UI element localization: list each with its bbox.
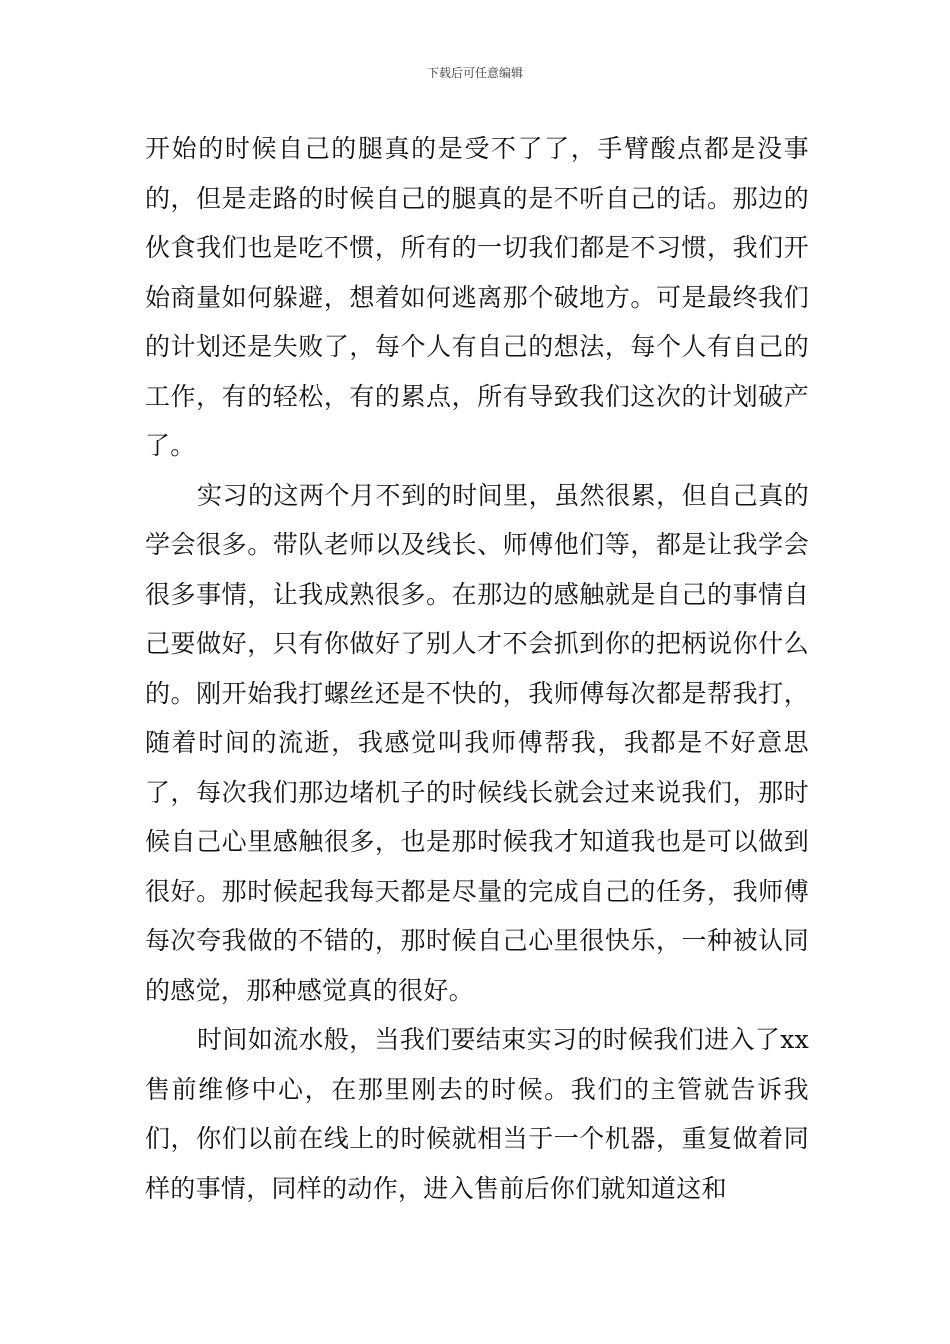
paragraph-3: 时间如流水般，当我们要结束实习的时候我们进入了xx售前维修中心，在那里刚去的时候。我们的主管就告诉我们，你们以前在线上的时候就相当于一个机器，重复做着同样的事情，同样的动作，进入售前后你们就知道这和 [145, 1025, 809, 1203]
paragraph-2: 实习的这两个月不到的时间里，虽然很累，但自己真的学会很多。带队老师以及线长、师傅他们等，都是让我学会很多事情，让我成熟很多。在那边的感触就是自己的事情自己要做好，只有你做好了别人才不会抓到你的把柄说你什么的。刚开始我打螺丝还是不快的，我师傅每次都是帮我打，随着时间的流逝，我感觉叫我师傅帮我，我都是不好意思了，每次我们那边堵机子的时候线长就会过来说我们，那时候自己心里感触很多，也是那时候我才知道我也是可以做到很好。那时候起我每天都是尽量的完成自己的任务，我师傅每次夸我做的不错的，那时候自己心里很快乐，一种被认同的感觉，那种感觉真的很好。 [145, 480, 809, 1005]
header-note: 下载后可任意编辑 [426, 66, 523, 80]
paragraph-1: 开始的时候自己的腿真的是受不了了，手臂酸点都是没事的，但是走路的时候自己的腿真的是不听自己的话。那边的伙食我们也是吃不惯，所有的一切我们都是不习惯，我们开始商量如何躲避，想着如何逃离那个破地方。可是最终我们的计划还是失败了，每个人有自己的想法，每个人有自己的工作，有的轻松，有的累点，所有导致我们这次的计划破产了。 [145, 134, 809, 460]
document-body [145, 124, 809, 1213]
